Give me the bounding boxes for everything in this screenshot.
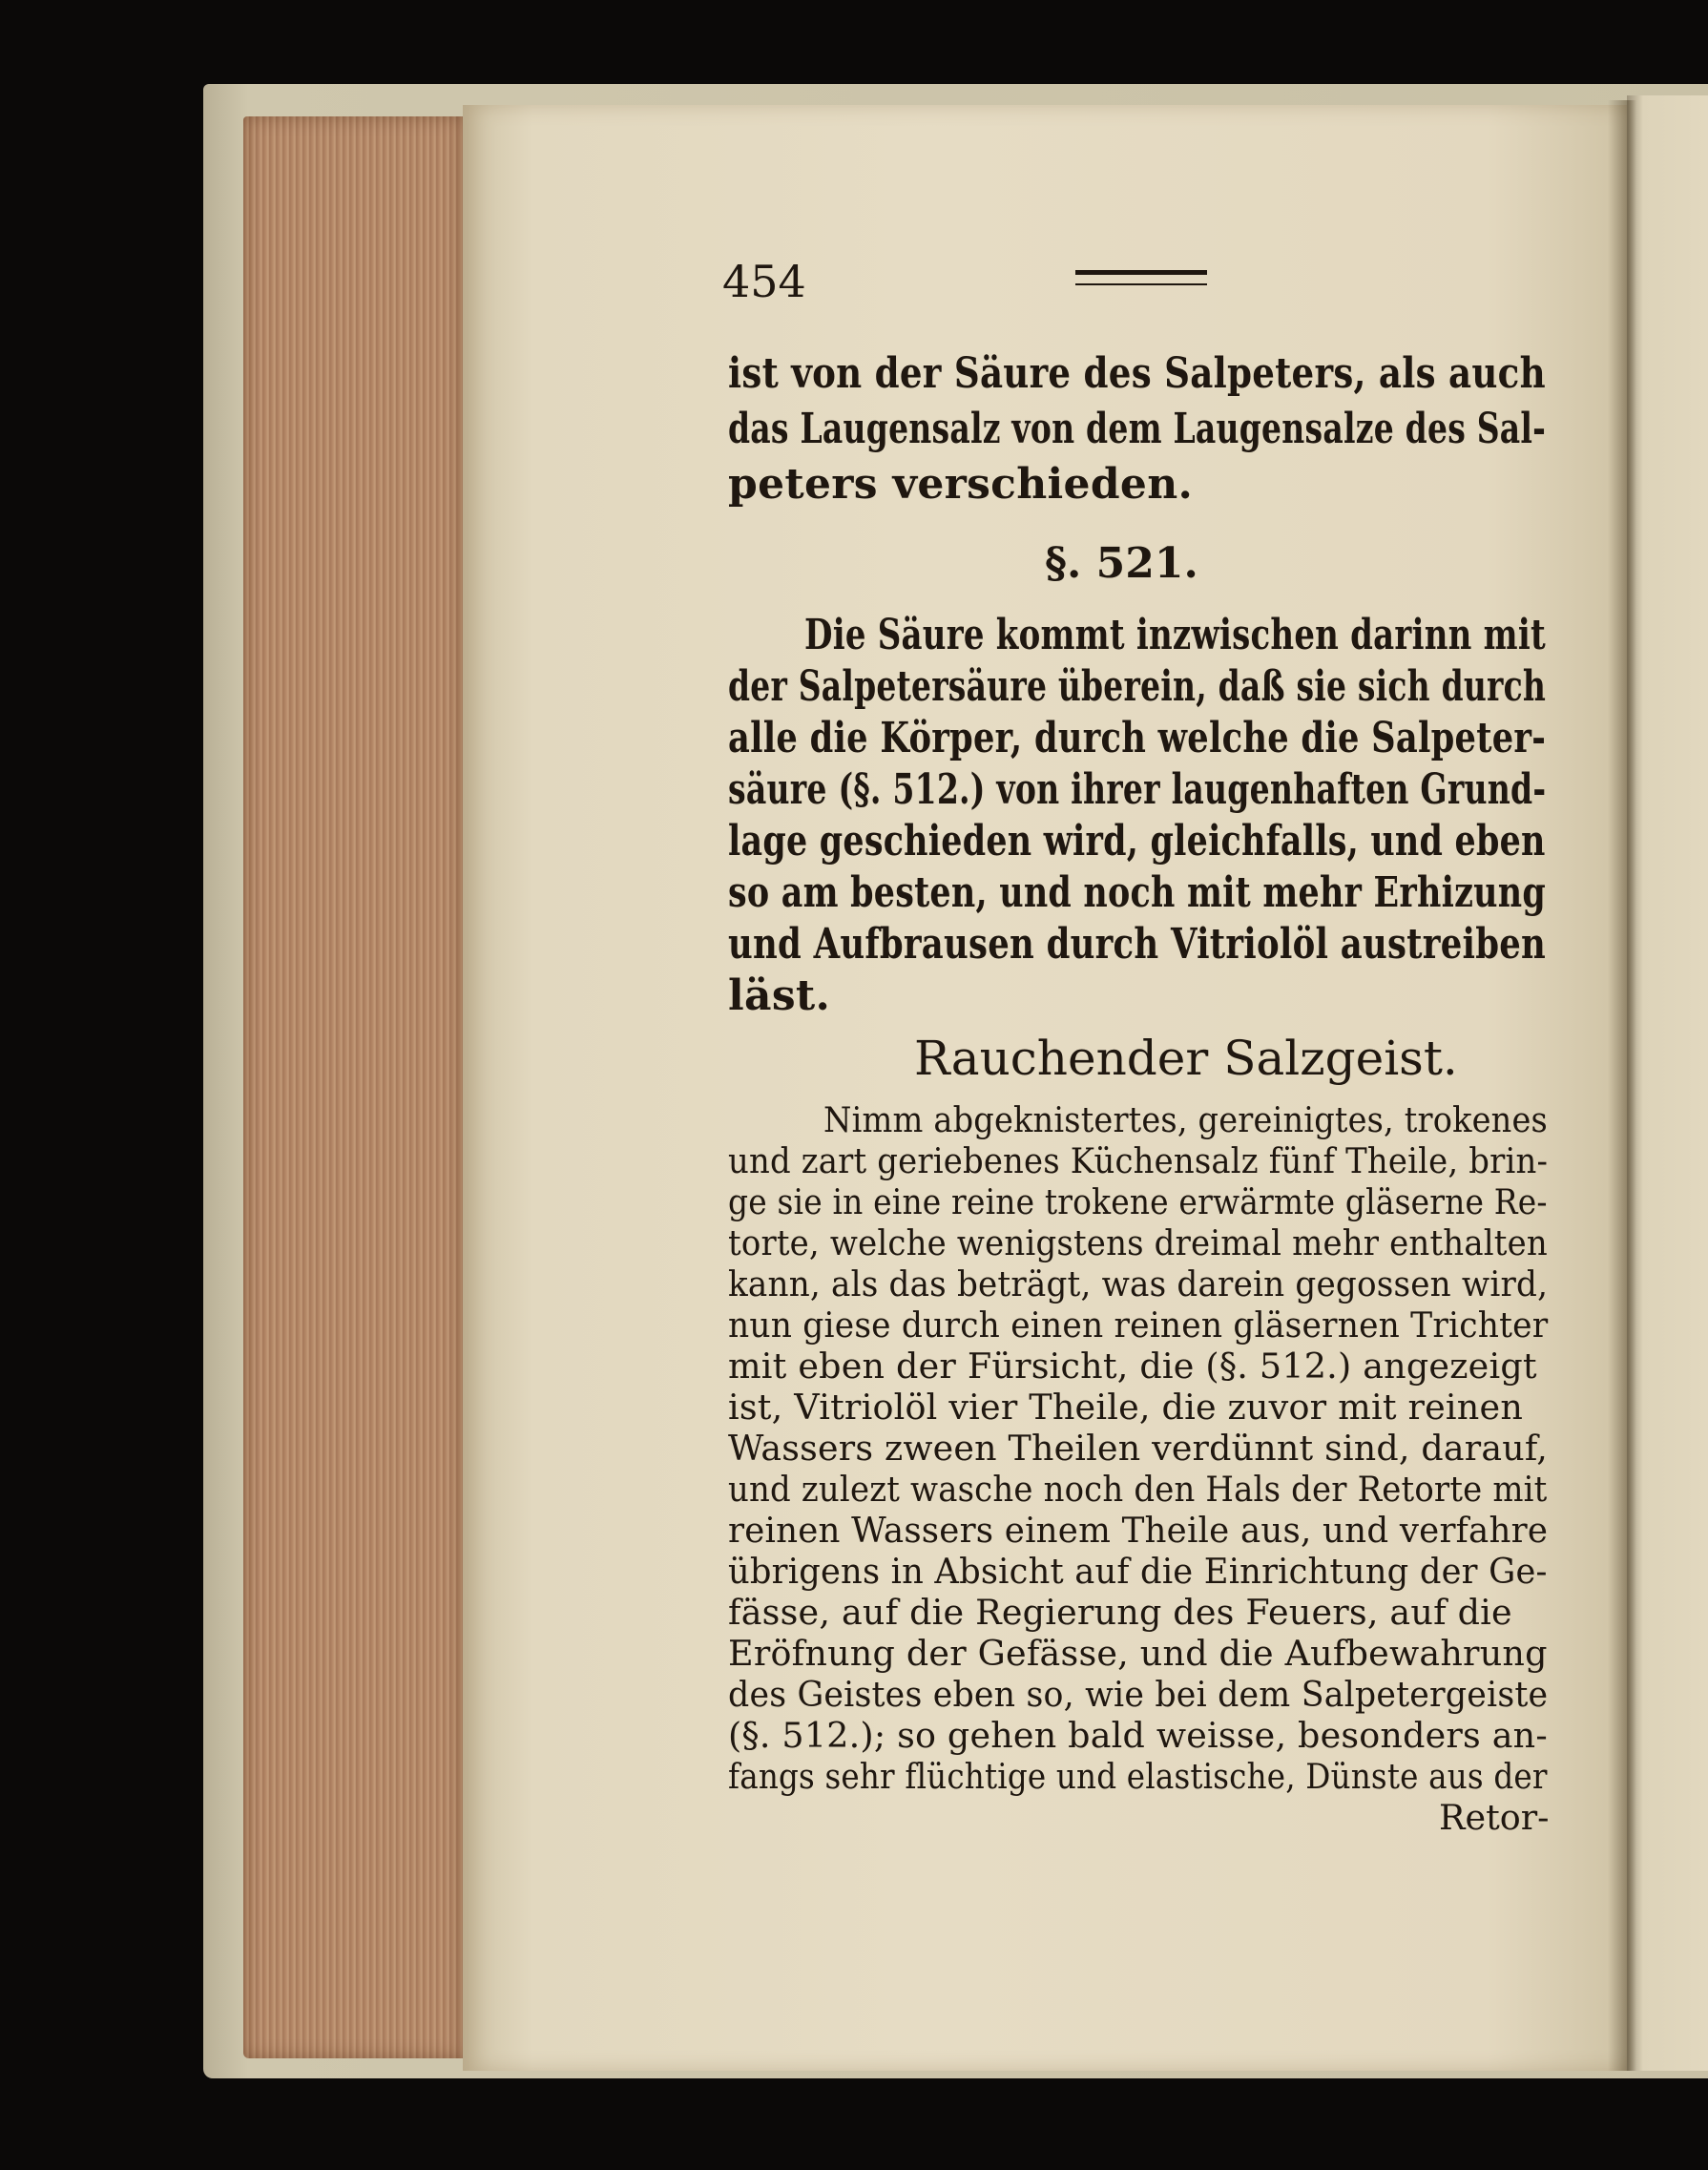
text-line: so am besten, und noch mit mehr Erhizung — [728, 868, 1546, 917]
text-line: fässe, auf die Regierung des Feuers, auf die — [728, 1592, 1512, 1633]
subheading: Rauchender Salzgeist. — [914, 1031, 1458, 1086]
text-line: lage geschieden wird, gleichfalls, und eben — [728, 817, 1546, 866]
text-line: säure (§. 512.) von ihrer laugenhaften Grund- — [728, 765, 1547, 814]
text-line: Die Säure kommt inzwischen darinn mit — [804, 611, 1546, 659]
text-line: Eröfnung der Gefässe, und die Aufbewahrung — [728, 1633, 1548, 1674]
text-line: der Salpetersäure überein, daß sie sich durch — [728, 662, 1547, 711]
text-line: fangs sehr flüchtige und elastische, Dünste aus der — [728, 1756, 1548, 1797]
text-line: ge sie in eine reine trokene erwärmte gläserne Re- — [728, 1181, 1548, 1222]
text-line: (§. 512.); so gehen bald weisse, besonders an- — [728, 1715, 1548, 1756]
text-line: Nimm abgeknistertes, gereinigtes, trokenes — [823, 1099, 1548, 1140]
text-line: nun giese durch einen reinen gläsernen Trichter — [728, 1304, 1549, 1346]
text-line: und zulezt wasche noch den Hals der Retorte mit — [728, 1469, 1548, 1510]
text-line: läst. — [728, 971, 831, 1020]
text-line: kann, als das beträgt, was darein gegossen wird, — [728, 1263, 1549, 1304]
text-line: des Geistes eben so, wie bei dem Salpetergeiste — [728, 1674, 1549, 1715]
page-edges — [243, 116, 463, 2058]
text-line: ist von der Säure des Salpeters, als auch — [728, 349, 1546, 398]
text-line: und Aufbrausen durch Vitriolöl austreiben — [728, 920, 1547, 969]
page-number: 454 — [722, 256, 806, 307]
text-line: alle die Körper, durch welche die Salpeter- — [728, 714, 1547, 762]
text-line: und zart geriebenes Küchensalz fünf Theile, brin- — [728, 1140, 1549, 1181]
text-line: ist, Vitriolöl vier Theile, die zuvor mit reinen — [728, 1387, 1524, 1428]
header-rule — [1075, 270, 1207, 285]
section-number: §. 521. — [1045, 539, 1198, 588]
catchword: Retor- — [1439, 1797, 1550, 1838]
gutter-shadow — [1608, 100, 1636, 2071]
next-page-edge — [1627, 95, 1708, 2071]
text-line: das Laugensalz von dem Laugensalze des Sal- — [728, 405, 1547, 453]
text-line: reinen Wassers einem Theile aus, und verfahre — [728, 1510, 1549, 1551]
text-line: mit eben der Fürsicht, die (§. 512.) angezeigt — [728, 1346, 1537, 1387]
text-line: übrigens in Absicht auf die Einrichtung der Ge- — [728, 1551, 1548, 1592]
text-line: torte, welche wenigstens dreimal mehr enthalten — [728, 1222, 1548, 1263]
text-line: peters verschieden. — [728, 460, 1194, 509]
text-line: Wassers zween Theilen verdünnt sind, darauf, — [728, 1428, 1548, 1469]
